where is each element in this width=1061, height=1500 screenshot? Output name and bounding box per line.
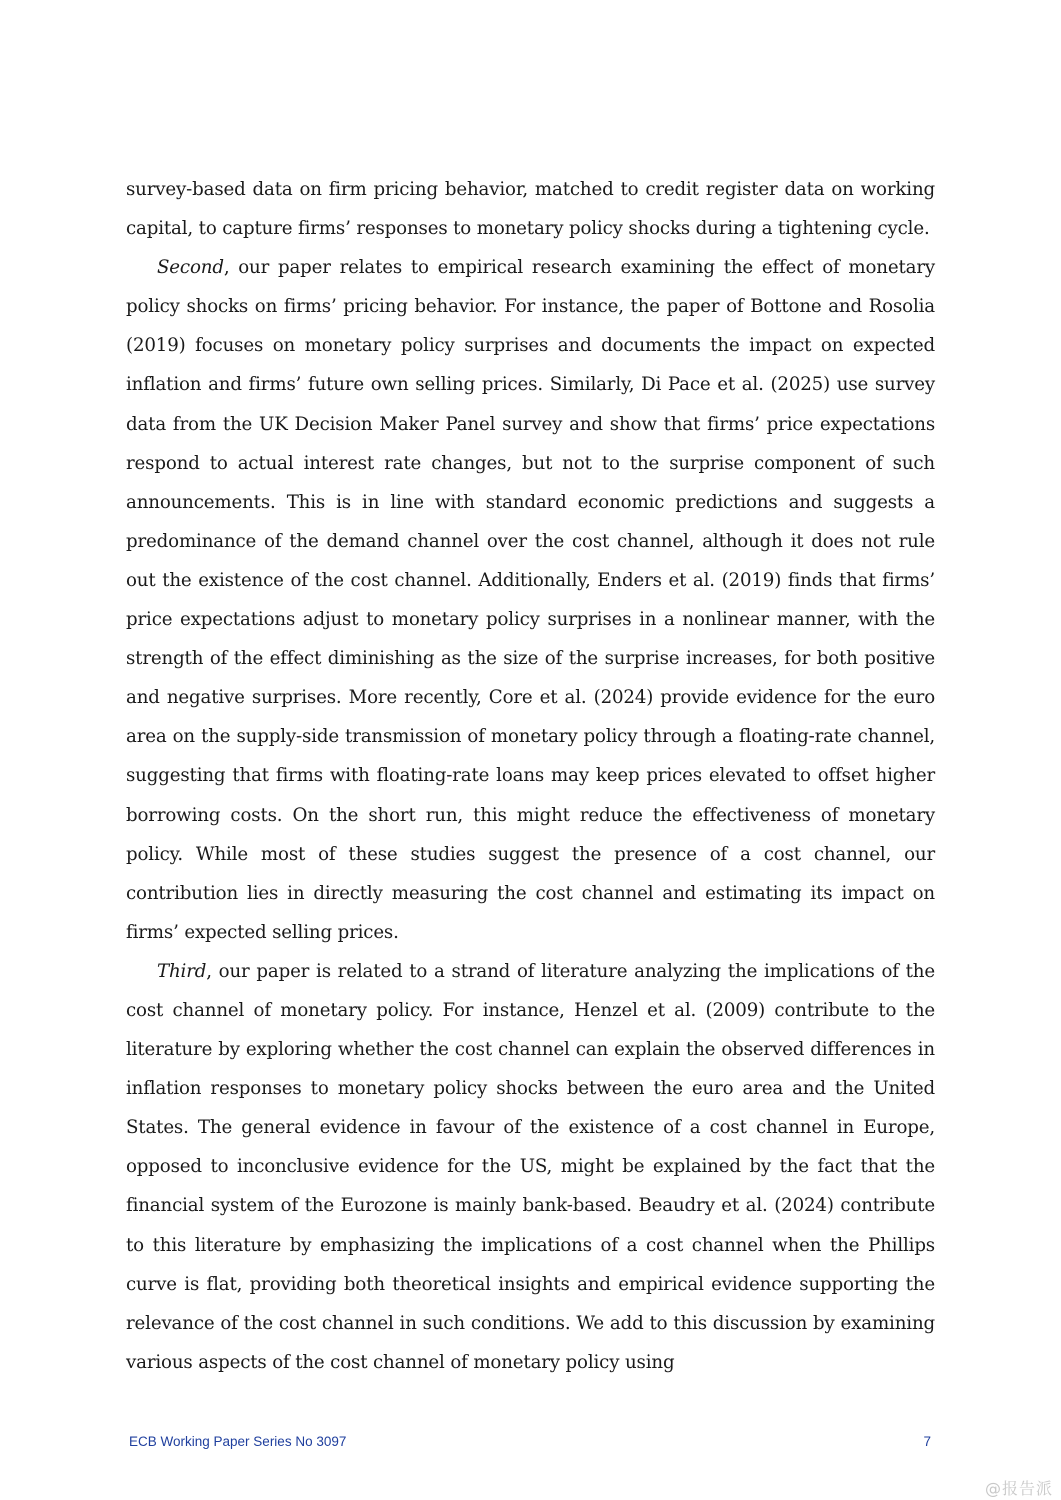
paragraph-text: survey-based data on firm pricing behavior, matched to credit register data on working capital, to capture firms’ responses to monetary policy shocks during a tightening cycle. [126,179,935,240]
paragraph-continuation [126,170,935,248]
paragraph-third [126,952,935,1382]
paragraph-text: , our paper is related to a strand of literature analyzing the implications of the cost channel of monetary policy. For instance, Henzel et al. (2009) contribute to the literature by exploring whether the cost channel can explain the observed differences in inflation responses to monetary policy shocks between the euro area and the United States. The general evidence in favour of the existence of a cost channel in Europe, opposed to inconclusive evidence for the US, might be explained by the fact that the financial system of the Eurozone is mainly bank-based. Beaudry et al. (2024) contribute to this literature by emphasizing the implications of a cost channel when the Phillips curve is flat, providing both theoretical insights and empirical evidence supporting the relevance of the cost channel in such conditions. We add to this discussion by examining various aspects of the cost channel of monetary policy using [126,960,935,1373]
page-footer [129,1434,934,1454]
paragraph-lead-italic: Third [157,960,207,982]
paragraph-second [126,248,935,952]
watermark: @报告派 [984,1479,1053,1498]
working-paper-series-label: ECB Working Paper Series No 3097 [129,1434,347,1449]
body-text [126,170,935,1382]
paragraph-lead-italic: Second [157,257,224,279]
page-number: 7 [923,1434,931,1449]
paragraph-text: , our paper relates to empirical research examining the effect of monetary policy shocks on firms’ pricing behavior. For instance, the paper of Bottone and Rosolia (2019) focuses on monetary policy surprises and documents the impact on expected inflation and firms’ future own selling prices. Similarly, Di Pace et al. (2025) use survey data from the UK Decision Maker Panel survey and show that firms’ price expectations respond to actual interest rate changes, but not to the surprise component of such announcements. This is in line with standard economic predictions and suggests a predominance of the demand channel over the cost channel, although it does not rule out the existence of the cost channel. Additionally, Enders et al. (2019) finds that firms’ price expectations adjust to monetary policy surprises in a nonlinear manner, with the strength of the effect diminishing as the size of the surprise increases, for both positive and negative surprises. More recently, Core et al. (2024) provide evidence for the euro area on the supply-side transmission of monetary policy through a floating-rate channel, suggesting that firms with floating-rate loans may keep prices elevated to offset higher borrowing costs. On the short run, this might reduce the effectiveness of monetary policy. While most of these studies suggest the presence of a cost channel, our contribution lies in directly measuring the cost channel and estimating its impact on firms’ expected selling prices. [126,257,935,943]
